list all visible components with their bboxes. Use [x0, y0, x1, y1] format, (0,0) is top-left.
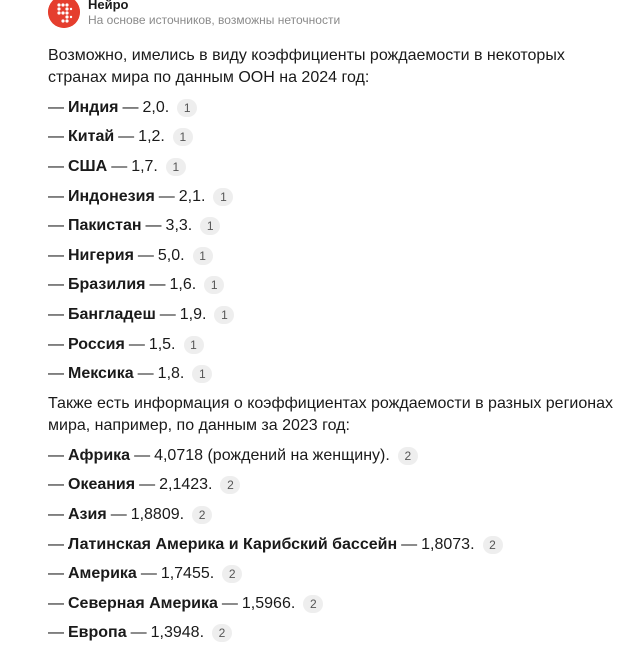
- dash-separator: —: [158, 187, 175, 205]
- answer-header: [48, 0, 640, 30]
- country-item: [48, 182, 628, 212]
- source-badge[interactable]: 2: [483, 536, 503, 554]
- dash-separator: —: [149, 276, 166, 294]
- region-name: Латинская Америка и Карибский бассейн: [68, 535, 398, 553]
- source-badge[interactable]: 1: [177, 99, 197, 117]
- dash-marker: —: [48, 365, 64, 383]
- dash-separator: —: [118, 128, 135, 146]
- country-value: 1,6.: [169, 276, 197, 294]
- dash-separator: —: [110, 505, 127, 523]
- dash-separator: —: [401, 535, 418, 553]
- source-badge[interactable]: 2: [212, 624, 232, 642]
- dash-separator: —: [128, 335, 145, 353]
- header-title: Нейро: [88, 0, 129, 12]
- country-value: 2,1.: [178, 187, 206, 205]
- region-list: [48, 441, 628, 648]
- region-item: [48, 500, 628, 530]
- country-name: Индия: [68, 98, 119, 116]
- region-name: Америка: [68, 565, 137, 583]
- dash-separator: —: [159, 305, 176, 323]
- country-value: 5,0.: [157, 246, 185, 264]
- source-badge[interactable]: 2: [220, 476, 240, 494]
- source-badge[interactable]: 1: [173, 128, 193, 146]
- dash-marker: —: [48, 187, 64, 205]
- source-badge[interactable]: 1: [213, 188, 233, 206]
- source-badge[interactable]: 1: [200, 217, 220, 235]
- country-list: [48, 93, 628, 389]
- region-value: 2,1423.: [159, 476, 213, 494]
- region-value: 1,5966.: [241, 594, 296, 612]
- region-item: [48, 471, 628, 501]
- country-item: [48, 300, 628, 330]
- country-name: Пакистан: [68, 217, 142, 235]
- dash-marker: —: [48, 98, 64, 116]
- source-badge[interactable]: 2: [398, 447, 418, 465]
- country-item: [48, 330, 628, 360]
- region-item: [48, 441, 628, 471]
- region-name: Африка: [68, 446, 131, 464]
- country-item: [48, 123, 628, 153]
- country-value: 1,8.: [157, 365, 185, 383]
- country-value: 1,2.: [138, 128, 165, 146]
- dash-marker: —: [48, 128, 64, 146]
- dash-separator: —: [140, 565, 157, 583]
- country-value: 1,5.: [148, 335, 176, 353]
- region-value: 4,0718 (рождений на женщину).: [154, 446, 390, 464]
- country-value: 1,9.: [179, 305, 207, 323]
- country-name: Бразилия: [68, 276, 146, 294]
- dash-separator: —: [134, 446, 151, 464]
- dash-marker: —: [48, 157, 64, 175]
- source-badge[interactable]: 2: [303, 595, 323, 613]
- dash-marker: —: [48, 217, 64, 235]
- country-item: [48, 241, 628, 271]
- dash-separator: —: [145, 217, 162, 235]
- dash-marker: —: [48, 276, 64, 294]
- header-subtitle: На основе источников, возможны неточности: [88, 13, 341, 27]
- region-name: Азия: [68, 505, 107, 523]
- dash-separator: —: [221, 594, 238, 612]
- dash-separator: —: [130, 624, 147, 642]
- region-value: 1,3948.: [150, 624, 205, 642]
- country-item: [48, 152, 628, 182]
- country-name: Россия: [68, 335, 125, 353]
- country-item: [48, 359, 628, 389]
- answer-body: [48, 45, 628, 652]
- country-name: Индонезия: [68, 187, 155, 205]
- country-item: [48, 93, 628, 123]
- region-value: 1,7455.: [160, 565, 215, 583]
- source-badge[interactable]: 2: [192, 506, 212, 524]
- neuro-logo-icon: [48, 0, 80, 28]
- dash-separator: —: [137, 365, 154, 383]
- region-name: Океания: [68, 476, 136, 494]
- source-badge[interactable]: 1: [166, 158, 186, 176]
- country-value: 3,3.: [165, 217, 193, 235]
- country-item: [48, 271, 628, 301]
- dash-separator: —: [137, 246, 154, 264]
- intro-paragraph-regions: Также есть информация о коэффициентах рождаемости в разных регионах мира, например, по данным за 2023 год:: [48, 394, 613, 434]
- source-badge[interactable]: 1: [193, 247, 213, 265]
- dash-separator: —: [122, 98, 139, 116]
- dash-marker: —: [48, 594, 64, 612]
- source-badge[interactable]: 2: [222, 565, 242, 583]
- dash-marker: —: [48, 335, 64, 353]
- country-value: 2,0.: [142, 98, 170, 116]
- region-item: [48, 619, 628, 649]
- country-name: Мексика: [68, 365, 134, 383]
- region-item: [48, 589, 628, 619]
- region-value: 1,8809.: [130, 505, 185, 523]
- dash-marker: —: [48, 246, 64, 264]
- country-name: США: [68, 157, 108, 175]
- source-badge[interactable]: 1: [192, 365, 212, 383]
- dash-separator: —: [139, 476, 156, 494]
- region-name: Северная Америка: [68, 594, 218, 612]
- region-name: Европа: [68, 624, 127, 642]
- dash-marker: —: [48, 446, 64, 464]
- dash-separator: —: [111, 157, 128, 175]
- dash-marker: —: [48, 305, 64, 323]
- country-value: 1,7.: [131, 157, 158, 175]
- source-badge[interactable]: 1: [214, 306, 234, 324]
- country-name: Нигерия: [68, 246, 134, 264]
- dash-marker: —: [48, 565, 64, 583]
- dash-marker: —: [48, 535, 64, 553]
- region-value: 1,8073.: [421, 535, 475, 553]
- dash-marker: —: [48, 624, 64, 642]
- source-badge[interactable]: 1: [204, 276, 224, 294]
- dash-marker: —: [48, 505, 64, 523]
- source-badge[interactable]: 1: [184, 336, 204, 354]
- country-item: [48, 211, 628, 241]
- intro-paragraph-countries: Возможно, имелись в виду коэффициенты рождаемости в некоторых странах мира по данным ООН на 2024 год:: [48, 47, 565, 86]
- region-item: [48, 530, 628, 560]
- dash-marker: —: [48, 476, 64, 494]
- country-name: Бангладеш: [68, 305, 156, 323]
- region-item: [48, 559, 628, 589]
- country-name: Китай: [68, 128, 115, 146]
